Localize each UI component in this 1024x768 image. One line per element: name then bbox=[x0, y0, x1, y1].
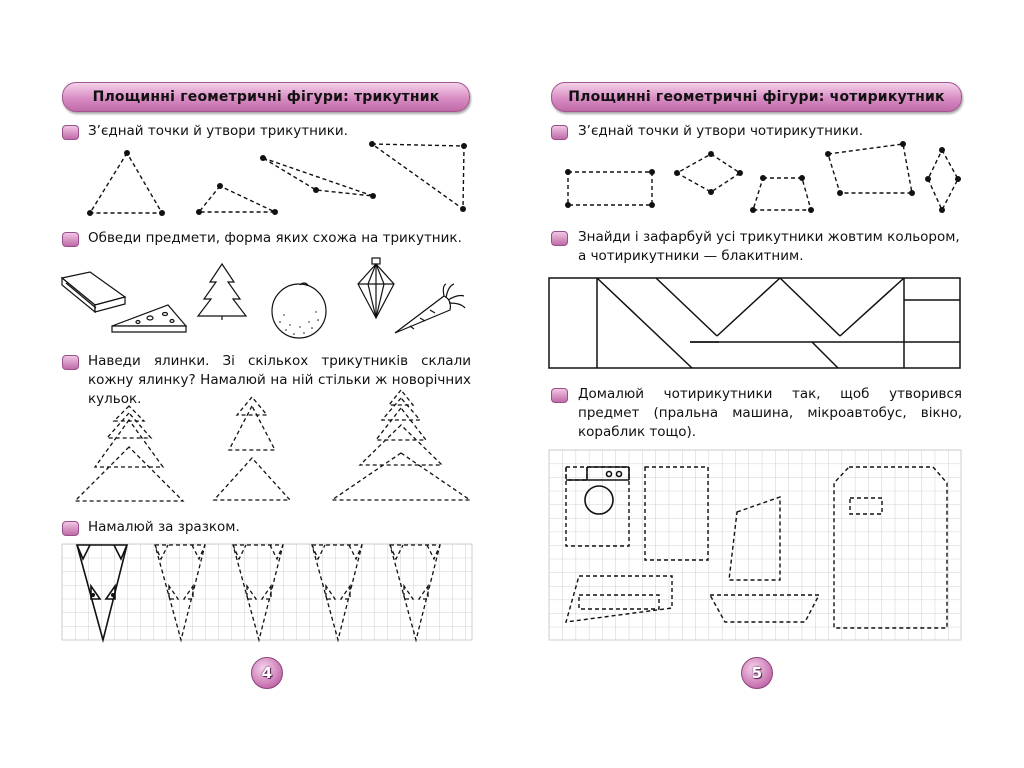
right-page-header: Площинні геометричні фігури: чотирикутник bbox=[551, 82, 962, 112]
right-task-1: З’єднай точки й утвори чотирикутники. bbox=[578, 123, 863, 139]
task-bullet-icon bbox=[551, 388, 568, 403]
left-page-header: Площинні геометричні фігури: трикутник bbox=[62, 82, 470, 112]
left-task-3: Наведи ялинки. Зі скількох трикутників склали кожну ялинку? Намалюй на ній стільки ж новорічних кульок. bbox=[88, 353, 471, 407]
right-task-2: Знайди і зафарбуй усі трикутники жовтим кольором, а чотирикутники — блакитним. bbox=[578, 229, 960, 264]
page-number-badge-right: 5 bbox=[741, 657, 773, 689]
left-task-2: Обведи предмети, форма яких схожа на трикутник. bbox=[88, 230, 462, 246]
right-grid-drawing bbox=[549, 450, 961, 640]
left-task-4: Намалюй за зразком. bbox=[88, 519, 240, 535]
left-task-1: З’єднай точки й утвори трикутники. bbox=[88, 123, 348, 139]
page-number-badge-left: 4 bbox=[251, 657, 283, 689]
right-task-3: Домалюй чотирикутники так, щоб утворився предмет (пральна машина, мікроавтобус, вікно, кораблик тощо). bbox=[578, 386, 962, 440]
